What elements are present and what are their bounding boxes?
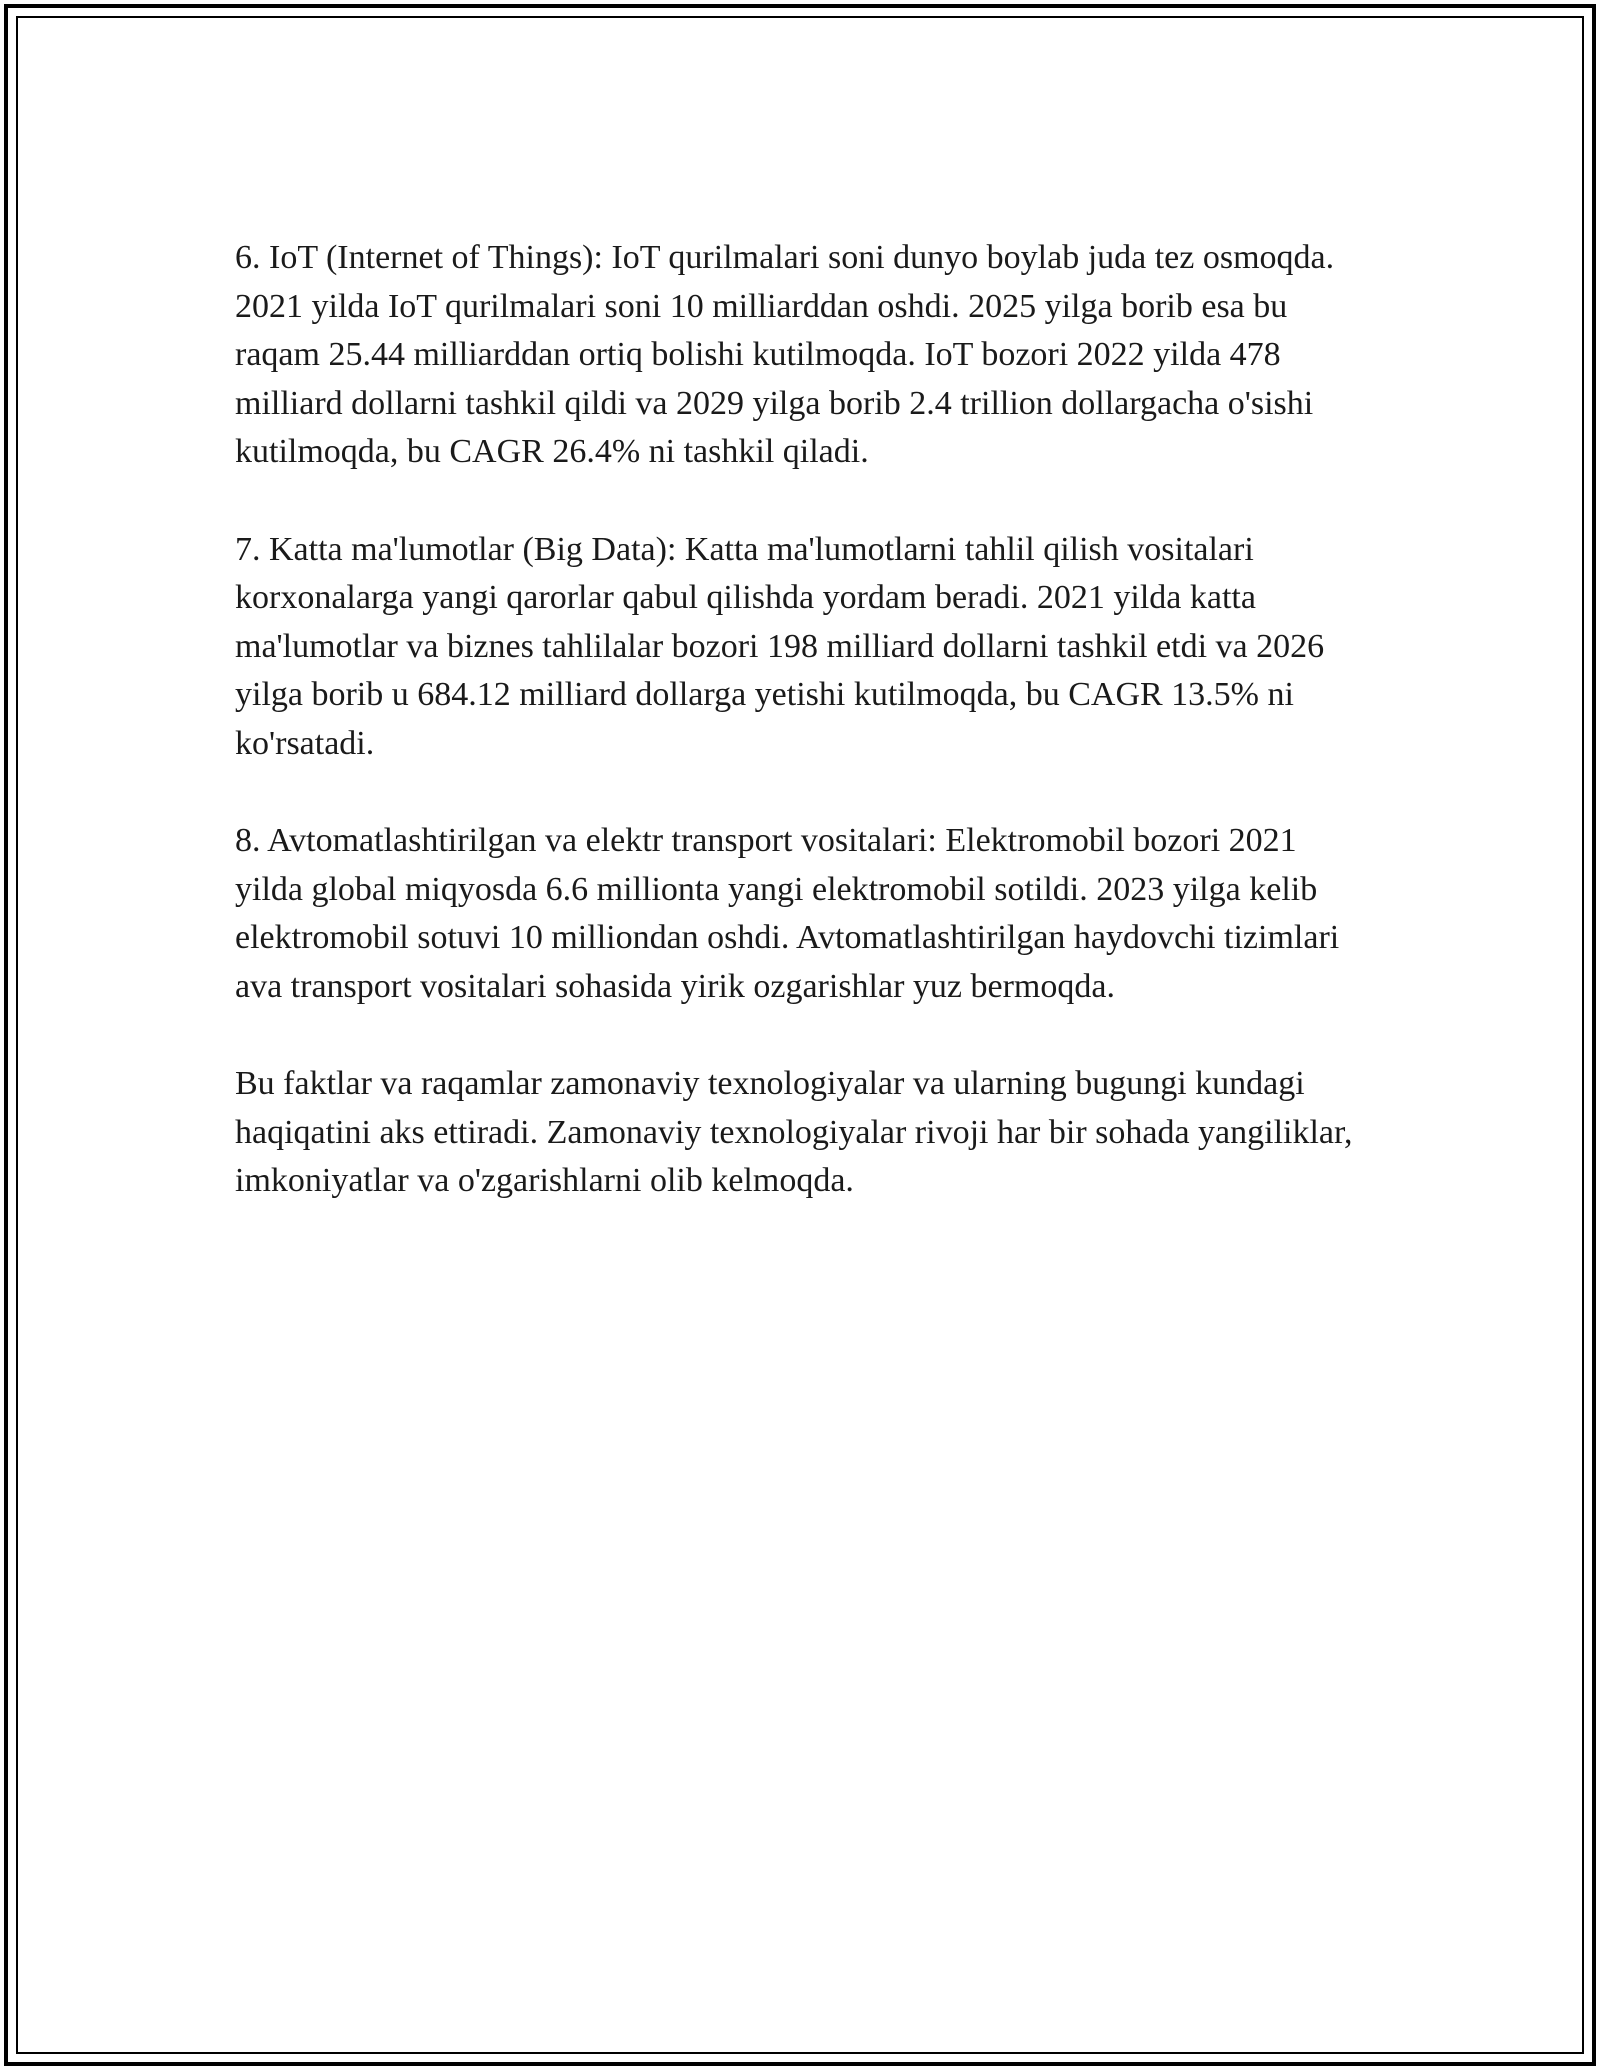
document-body: [235, 234, 1365, 1254]
paragraph-electric-vehicles: 8. Avtomatlashtirilgan va elektr transport vositalari: Elektromobil bozori 2021 yilda global miqyosda 6.6 millionta yangi elektromobil sotildi. 2023 yilga kelib elektromobil sotuvi 10 milliondan oshdi. Avtomatlashtirilgan haydovchi tizimlari ava transport vositalari sohasida yirik ozgarishlar yuz bermoqda.: [235, 822, 1340, 1005]
paragraph-big-data: 7. Katta ma'lumotlar (Big Data): Katta ma'lumotlarni tahlil qilish vositalari korxonalarga yangi qarorlar qabul qilishda yordam beradi. 2021 yilda katta ma'lumotlar va biznes tahlilalar bozori 198 milliard dollarni tashkil etdi va 2026 yilga borib u 684.12 milliard dollarga yetishi kutilmoqda, bu CAGR 13.5% ni ko'rsatadi.: [235, 530, 1325, 762]
paragraph-conclusion: Bu faktlar va raqamlar zamonaviy texnologiyalar va ularning bugungi kundagi haqiqatini aks ettiradi. Zamonaviy texnologiyalar rivoji har bir sohada yangiliklar, imkoniyatlar va o'zgarishlarni olib kelmoqda.: [235, 1065, 1353, 1200]
paragraph-iot: 6. IoT (Internet of Things): IoT qurilmalari soni dunyo boylab juda tez osmoqda. 2021 yilda IoT qurilmalari soni 10 milliarddan oshdi. 2025 yilga borib esa bu raqam 25.44 milliarddan ortiq bolishi kutilmoqda. IoT bozori 2022 yilda 478 milliard dollarni tashkil qildi va 2029 yilga borib 2.4 trillion dollargacha o'sishi kutilmoqda, bu CAGR 26.4% ni tashkil qiladi.: [235, 239, 1335, 471]
